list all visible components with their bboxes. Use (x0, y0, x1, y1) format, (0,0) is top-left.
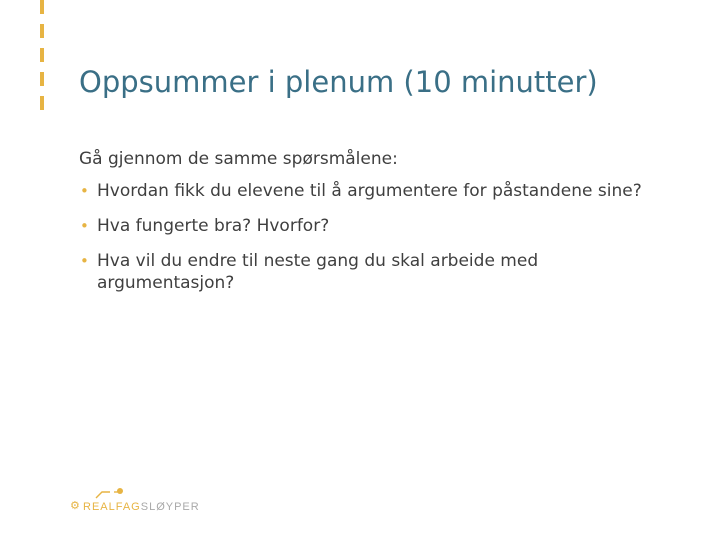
accent-bar (40, 0, 44, 113)
bullet-dot-icon: • (80, 182, 89, 200)
gear-icon: ⚙ (70, 500, 80, 512)
bullet-text: Hvordan fikk du elevene til å argumentere for påstandene sine? (97, 181, 642, 201)
slide-content (79, 148, 669, 307)
bullet-text: Hva vil du endre til neste gang du skal arbeide med argumentasjon? (97, 251, 539, 293)
slide-title: Oppsummer i plenum (10 minutter) (79, 65, 598, 99)
logo-text (83, 500, 200, 514)
bullet-dot-icon: • (80, 217, 89, 235)
logo-text-secondary: SLØYPER (140, 501, 200, 513)
list-item (79, 180, 669, 202)
bullet-list (79, 180, 669, 294)
logo-mark-icon (94, 486, 128, 500)
bullet-text: Hva fungerte bra? Hvorfor? (97, 216, 330, 236)
logo-text-primary: REALFAG (83, 501, 141, 513)
list-item (79, 215, 669, 237)
list-item (79, 250, 669, 294)
realfagsloyper-logo (70, 486, 210, 522)
bullet-dot-icon: • (80, 252, 89, 270)
intro-text: Gå gjennom de samme spørsmålene: (79, 149, 398, 169)
